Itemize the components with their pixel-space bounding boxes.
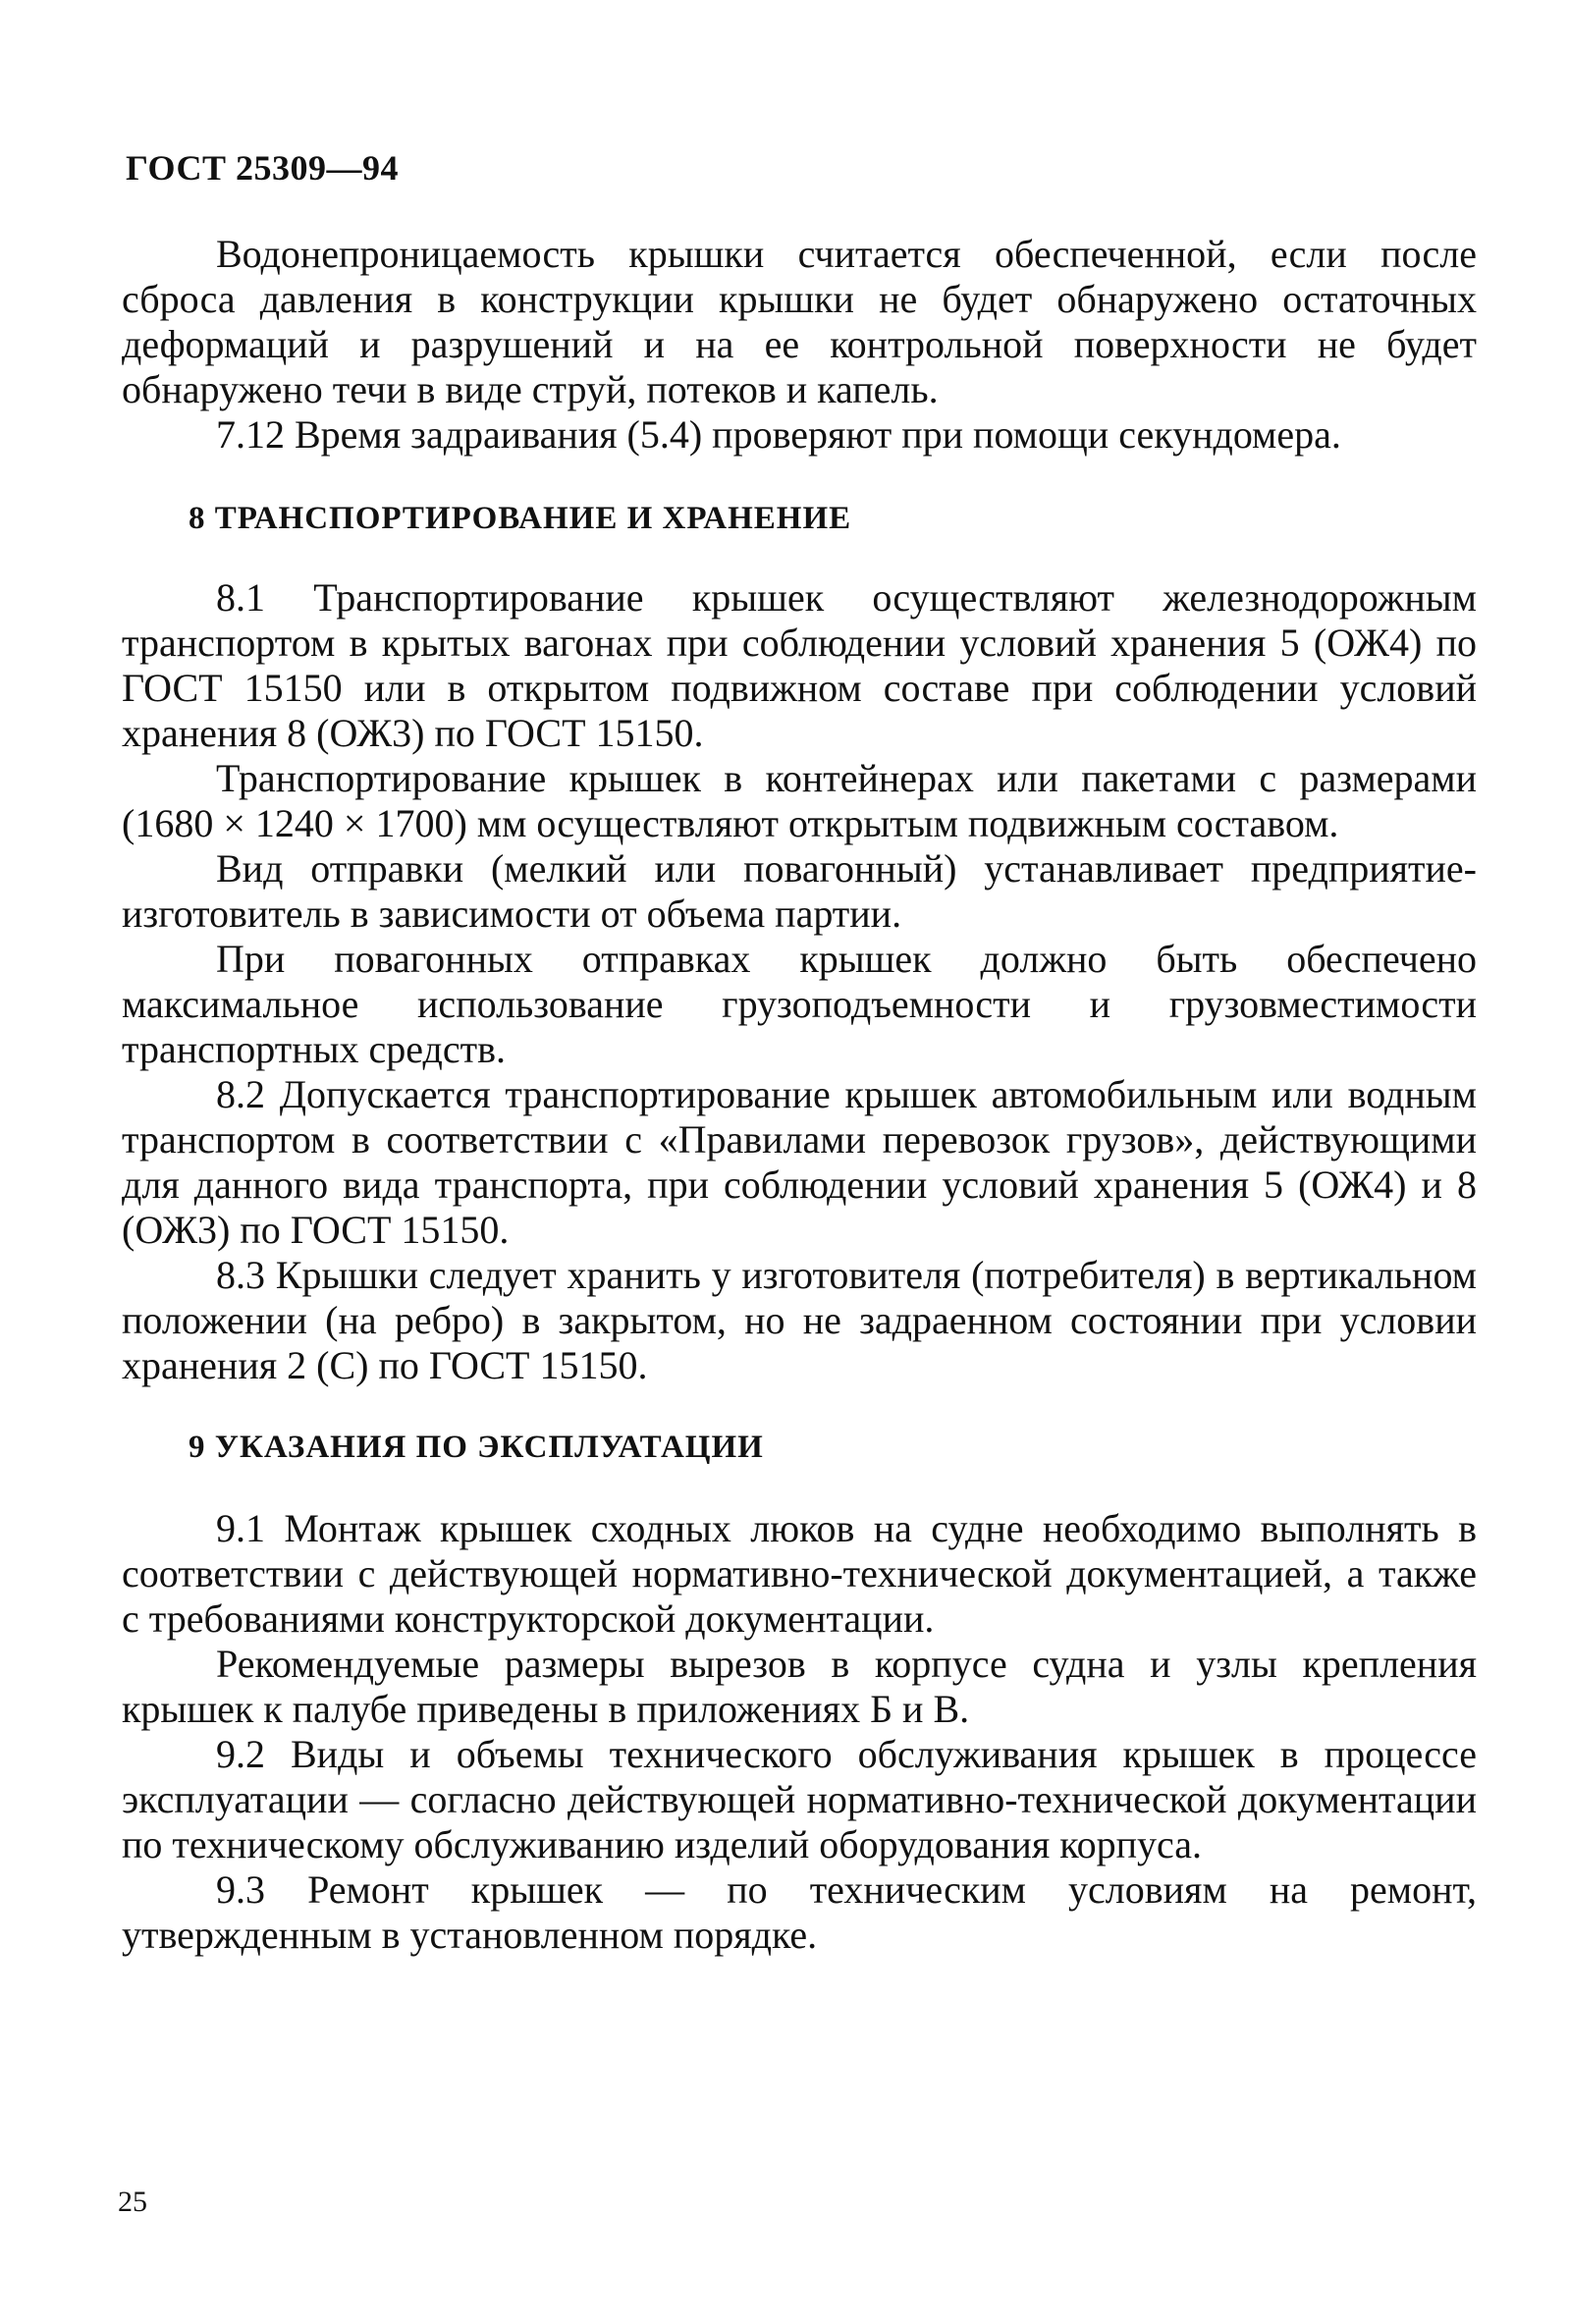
paragraph-watertightness: Водонепроницаемость крышки считается обеспеченной, если после сброса давления в конструкции крышки не будет обнаружено остаточных деформаций и разрушений и на ее контрольной поверхности не будет обнаружено течи в виде струй, потеков и капель.	[122, 232, 1477, 411]
paragraph-containers: Транспортирование крышек в контейнерах или пакетами с размерами (1680 × 1240 × 1700) мм осуществляют открытым подвижным составом.	[122, 756, 1477, 845]
paragraph-7-12: 7.12 Время задраивания (5.4) проверяют при помощи секундомера.	[216, 412, 1341, 457]
section-heading-operation: 9 УКАЗАНИЯ ПО ЭКСПЛУАТАЦИИ	[189, 1430, 764, 1465]
paragraph-9-2: 9.2 Виды и объемы технического обслуживания крышек в процессе эксплуатации — согласно действующей нормативно-технической документации по техническому обслуживанию изделий оборудования корпуса.	[122, 1732, 1477, 1866]
section-heading-transport: 8 ТРАНСПОРТИРОВАНИЕ И ХРАНЕНИЕ	[189, 501, 852, 536]
paragraph-cutouts: Рекомендуемые размеры вырезов в корпусе судна и узлы крепления крышек к палубе приведены в приложениях Б и В.	[122, 1642, 1477, 1731]
page-number: 25	[118, 2186, 147, 2218]
paragraph-9-3: 9.3 Ремонт крышек — по техническим условиям на ремонт, утвержденным в установленном порядке.	[122, 1867, 1477, 1957]
paragraph-8-1: 8.1 Транспортирование крышек осуществляют железнодорожным транспортом в крытых вагонах при соблюдении условий хранения 5 (ОЖ4) по ГОСТ 15150 или в открытом подвижном составе при соблюдении условий хранения 8 (ОЖ3) по ГОСТ 15150.	[122, 575, 1477, 755]
paragraph-8-2: 8.2 Допускается транспортирование крышек автомобильным или водным транспортом в соответствии с «Правилами перевозок грузов», действующими для данного вида транспорта, при соблюдении условий хранения 5 (ОЖ4) и 8 (ОЖ3) по ГОСТ 15150.	[122, 1072, 1477, 1252]
page-content	[122, 232, 1477, 1958]
paragraph-8-3: 8.3 Крышки следует хранить у изготовителя (потребителя) в вертикальном положении (на ребро) в закрытом, но не задраенном состоянии при условии хранения 2 (С) по ГОСТ 15150.	[122, 1253, 1477, 1387]
paragraph-wagon-usage: При повагонных отправках крышек должно быть обеспечено максимальное использование грузоподъемности и грузовместимости транспортных средств.	[122, 937, 1477, 1071]
paragraph-shipment-type: Вид отправки (мелкий или повагонный) устанавливает предприятие-изготовитель в зависимости от объема партии.	[122, 846, 1477, 936]
page-header: ГОСТ 25309—94	[126, 148, 399, 188]
paragraph-9-1: 9.1 Монтаж крышек сходных люков на судне необходимо выполнять в соответствии с действующей нормативно-технической документацией, а также с требованиями конструкторской документации.	[122, 1506, 1477, 1641]
